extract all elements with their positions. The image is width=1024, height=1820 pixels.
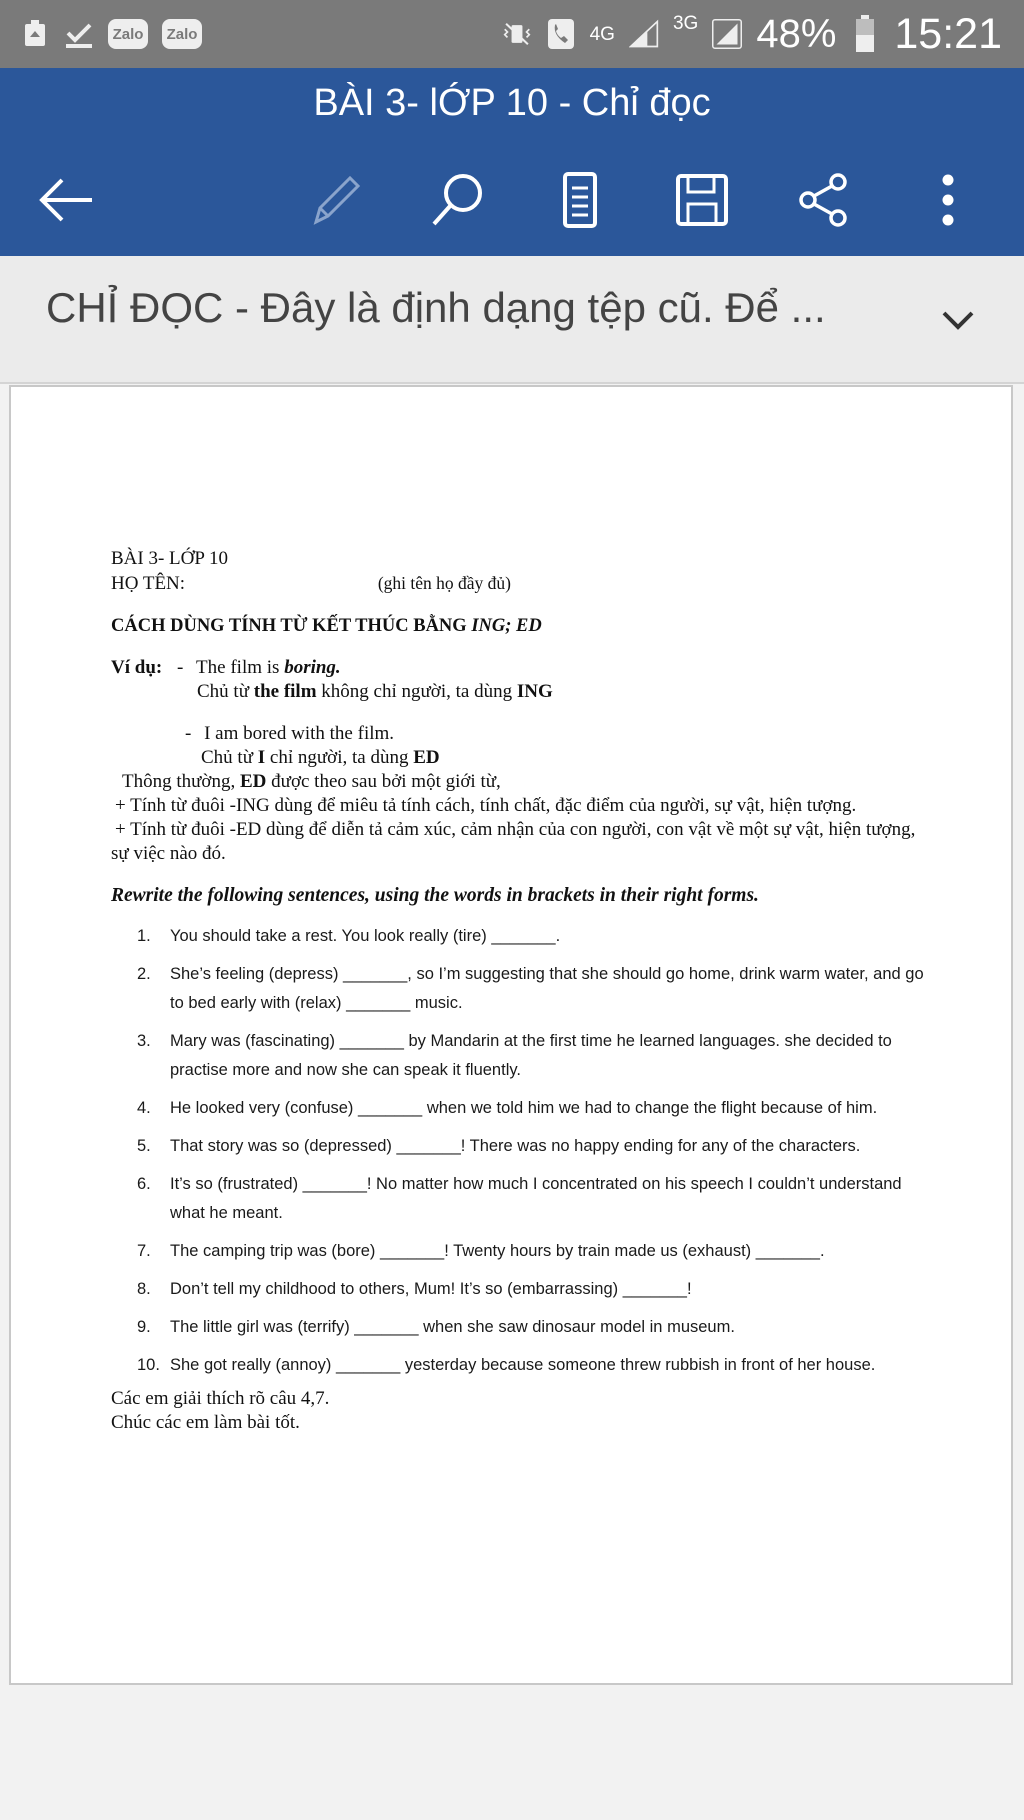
exercise-text: That story was so (depressed) _______! There was no happy ending for any of the characters. [170, 1137, 861, 1155]
exercise-item [111, 1351, 931, 1380]
app-bar [0, 68, 1024, 256]
vibrate-mute-icon [502, 19, 532, 49]
back-button[interactable] [34, 168, 98, 232]
example-1: Ví dụ: - The film is boring. [111, 657, 341, 678]
banner-message: CHỈ ĐỌC - Đây là định dạng tệp cũ. Để ... [46, 284, 826, 331]
exercise-number: 6. [137, 1175, 151, 1193]
exercise-number: 10. [137, 1356, 160, 1374]
exercise-text: Mary was (fascinating) _______ by Mandarin at the first time he learned languages. she decided to practise more and now she can speak it fluently. [170, 1032, 892, 1079]
more-icon [938, 172, 958, 228]
document-page[interactable] [9, 385, 1013, 1685]
exercise-text: Don’t tell my childhood to others, Mum! It’s so (embarrassing) _______! [170, 1280, 692, 1298]
exercise-text: You should take a rest. You look really (tire) _______. [170, 927, 561, 945]
rule-ed: + Tính từ đuôi -ED dùng để diễn tả cảm xúc, cảm nhận của con người, con vật về một sự vật, hiện tượng, sự việc nào đó. [111, 819, 916, 864]
signal-icon [712, 19, 742, 49]
network-3g-label: 3G [672, 13, 699, 34]
exercise-number: 2. [137, 965, 151, 983]
exercise-item [111, 1027, 931, 1085]
share-icon [796, 172, 852, 228]
exercise-number: 1. [137, 927, 151, 945]
footer-wish: Chúc các em làm bài tốt. [111, 1412, 300, 1433]
reading-view-button[interactable] [548, 168, 612, 232]
exercise-number: 4. [137, 1099, 151, 1117]
exercise-text: The camping trip was (bore) _______! Twenty hours by train made us (exhaust) _______. [170, 1242, 825, 1260]
section-title: CÁCH DÙNG TÍNH TỪ KẾT THÚC BẰNG ING; ED [111, 616, 542, 636]
exercise-item [111, 1237, 931, 1266]
rule-general: Thông thường, ED được theo sau bởi một giới từ, [122, 771, 501, 792]
exercise-item [111, 1275, 931, 1304]
recycle-icon [20, 19, 50, 49]
clock: 15:21 [894, 9, 1002, 58]
name-hint: (ghi tên họ đầy đủ) [377, 573, 511, 593]
document-title: BÀI 3- lỚP 10 - Chỉ đọc [313, 82, 711, 124]
search-icon [429, 171, 487, 229]
zalo-icon: Zalo [108, 19, 148, 49]
name-label: HỌ TÊN: [111, 573, 186, 594]
share-button[interactable] [792, 168, 856, 232]
reading-view-icon [560, 172, 600, 228]
network-4g-label: 4G [589, 23, 615, 45]
battery-icon [850, 19, 880, 49]
exercise-text: She’s feeling (depress) _______, so I’m suggesting that she should go home, drink warm water, and go to bed early with (relax) _______ music. [170, 965, 924, 1012]
exercise-number: 3. [137, 1032, 151, 1050]
footer-note: Các em giải thích rõ câu 4,7. [111, 1388, 330, 1409]
exercise-item [111, 1313, 931, 1342]
exercise-list [111, 922, 931, 1380]
more-options-button[interactable] [916, 168, 980, 232]
status-bar [0, 0, 1024, 68]
exercise-number: 7. [137, 1242, 151, 1260]
exercise-text: The little girl was (terrify) _______ when she saw dinosaur model in museum. [170, 1318, 735, 1336]
exercise-item [111, 1094, 931, 1123]
exercise-text: It’s so (frustrated) _______! No matter how much I concentrated on his speech I couldn’t understand what he meant. [170, 1175, 902, 1222]
exercise-text: He looked very (confuse) _______ when we told him we had to change the flight because of him. [170, 1099, 878, 1117]
exercise-text: She got really (annoy) _______ yesterday because someone threw rubbish in front of her house. [170, 1356, 876, 1374]
search-button[interactable] [426, 168, 490, 232]
call-icon [546, 19, 576, 49]
edit-button[interactable] [304, 168, 368, 232]
example-2: - I am bored with the film. [185, 723, 395, 744]
battery-percentage: 48% [756, 11, 837, 56]
zalo-icon: Zalo [162, 19, 202, 49]
save-button[interactable] [670, 168, 734, 232]
signal-icon [629, 19, 659, 49]
document-body [111, 547, 931, 1435]
exercise-item [111, 1170, 931, 1228]
name-line [111, 571, 931, 596]
chevron-down-icon[interactable] [938, 300, 978, 340]
exercise-item [111, 960, 931, 1018]
save-icon [674, 172, 730, 228]
exercise-item [111, 1132, 931, 1161]
back-icon [38, 177, 94, 223]
rule-ing: + Tính từ đuôi -ING dùng để miêu tả tính cách, tính chất, đặc điểm của người, sự vật, hiện tượng. [115, 795, 857, 816]
edit-icon [308, 172, 364, 228]
example-1-note: Chủ từ the film không chỉ người, ta dùng ING [197, 681, 553, 702]
exercise-number: 5. [137, 1137, 151, 1155]
read-only-banner[interactable] [0, 256, 1024, 384]
exercise-instruction: Rewrite the following sentences, using the words in brackets in their right forms. [111, 885, 759, 906]
exercise-item [111, 922, 931, 951]
download-done-icon [64, 19, 94, 49]
example-2-note: Chủ từ I chỉ người, ta dùng ED [201, 747, 440, 768]
exercise-number: 9. [137, 1318, 151, 1336]
exercise-number: 8. [137, 1280, 151, 1298]
lesson-heading: BÀI 3- LỚP 10 [111, 548, 228, 569]
